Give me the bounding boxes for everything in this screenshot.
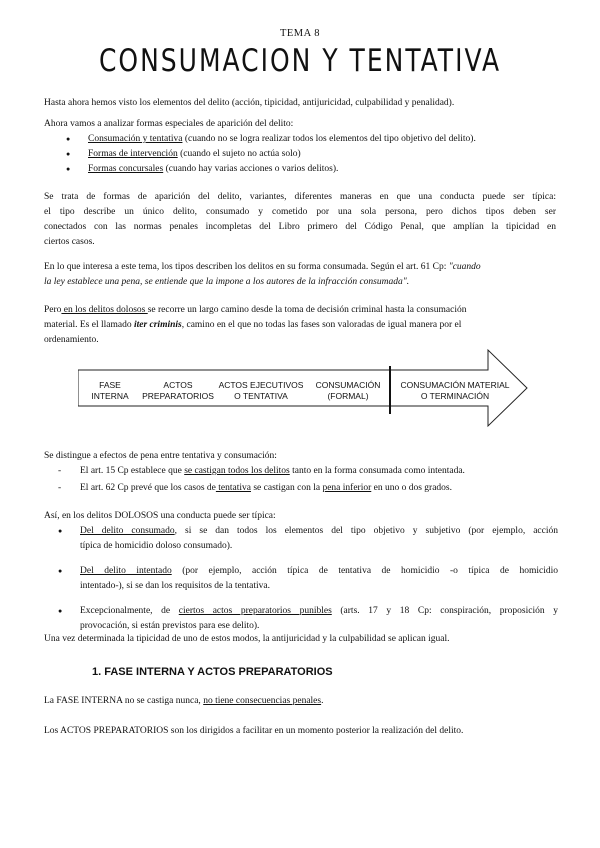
- page-title: CONSUMACION Y TENTATIVA: [98, 42, 502, 79]
- list-item: ● Consumación y tentativa (cuando no se logra realizar todos los elementos del tipo objetivo del delito).: [88, 132, 568, 147]
- term: Consumación y tentativa: [88, 134, 183, 144]
- distingue-lead: Se distingue a efectos de pena entre tentativa y consumación:: [44, 451, 277, 461]
- list-item: - El art. 62 Cp prevé que los casos de tentativa se castigan con la pena inferior en uno o dos grados.: [80, 481, 560, 496]
- intro-paragraph: Hasta ahora hemos visto los elementos del delito (acción, tipicidad, antijuricidad, culpabilidad y penalidad).: [44, 98, 455, 108]
- stage-actos-ejecutivos: ACTOS EJECUTIVOS O TENTATIVA: [218, 380, 304, 401]
- section-heading: 1. FASE INTERNA Y ACTOS PREPARATORIOS: [92, 666, 333, 678]
- list-item: - El art. 15 Cp establece que se castigan todos los delitos tanto en la forma consumada como intentada.: [80, 464, 560, 479]
- stage-consumacion-material: CONSUMACIÓN MATERIAL O TERMINACIÓN: [400, 380, 510, 401]
- list-item: ● Formas concursales (cuando hay varias acciones o varios delitos).: [88, 162, 568, 177]
- term: Formas de intervención: [88, 149, 178, 159]
- iter-criminis-diagram: [78, 348, 528, 428]
- dolosos-list: [80, 524, 558, 634]
- stage-actos-preparatorios: ACTOS PREPARATORIOS: [142, 380, 214, 401]
- stage-consumacion-formal: CONSUMACIÓN (FORMAL): [315, 380, 381, 401]
- list-item: ● Excepcionalmente, de ciertos actos preparatorios punibles (arts. 17 y 18 Cp: conspiración, proposición y provocación, si están previstos para ese delito).: [80, 604, 558, 634]
- iter-criminis-paragraph: Pero en los delitos dolosos se recorre un largo camino desde la toma de decisión criminal hasta la consumación material. Es el llamado iter criminis, camino en el que no todas las fases son valoradas de igual manera por el ordenamiento.: [44, 305, 467, 345]
- list-item: ● Del delito intentado (por ejemplo, acción típica de tentativa de homicidio -o típica de homicidio intentado-), si se dan los requisitos de la tentativa.: [80, 564, 558, 594]
- stage-fase-interna: FASE INTERNA: [91, 380, 129, 401]
- actos-preparatorios-paragraph: Los ACTOS PREPARATORIOS son los dirigidos a facilitar en un momento posterior la realización del delito.: [44, 726, 464, 736]
- term: Formas concursales: [88, 164, 164, 174]
- formas-lead: Ahora vamos a analizar formas especiales de aparición del delito:: [44, 119, 294, 129]
- art61-paragraph: En lo que interesa a este tema, los tipos describen los delitos en su forma consumada. Según el art. 61 Cp: "cuando la ley establece una pena, se entiende que la impone a los autores de la infracción consumada".: [44, 262, 481, 287]
- fase-interna-paragraph: La FASE INTERNA no se castiga nunca, no tiene consecuencias penales.: [44, 696, 324, 706]
- dolosos-lead: Así, en los delitos DOLOSOS una conducta puede ser típica:: [44, 511, 276, 521]
- list-item: ● Formas de intervención (cuando el sujeto no actúa solo): [88, 147, 568, 162]
- distingue-list: [80, 464, 560, 496]
- list-item: ● Del delito consumado, si se dan todos los elementos del tipo objetivo y subjetivo (por ejemplo, acción típica de homicidio doloso consumado).: [80, 524, 558, 554]
- iter-criminis-term: iter criminis: [133, 320, 182, 330]
- conclusion-paragraph: Una vez determinada la tipicidad de uno de estos modos, la antijuricidad y la culpabilidad se aplican igual.: [44, 634, 450, 644]
- topic-number: TEMA 8: [279, 28, 321, 39]
- formas-list: [88, 132, 568, 177]
- formas-paragraph: Se trata de formas de aparición del delito, variantes, diferentes maneras en que una conducta puede ser típica: el tipo describe un único delito, consumado y cometido por una sola persona, pero dichos tipos deben ser conectados con las normas penales incompletas del Libro primero del Código Penal, que amplían la tipicidad en ciertos casos.: [44, 192, 556, 247]
